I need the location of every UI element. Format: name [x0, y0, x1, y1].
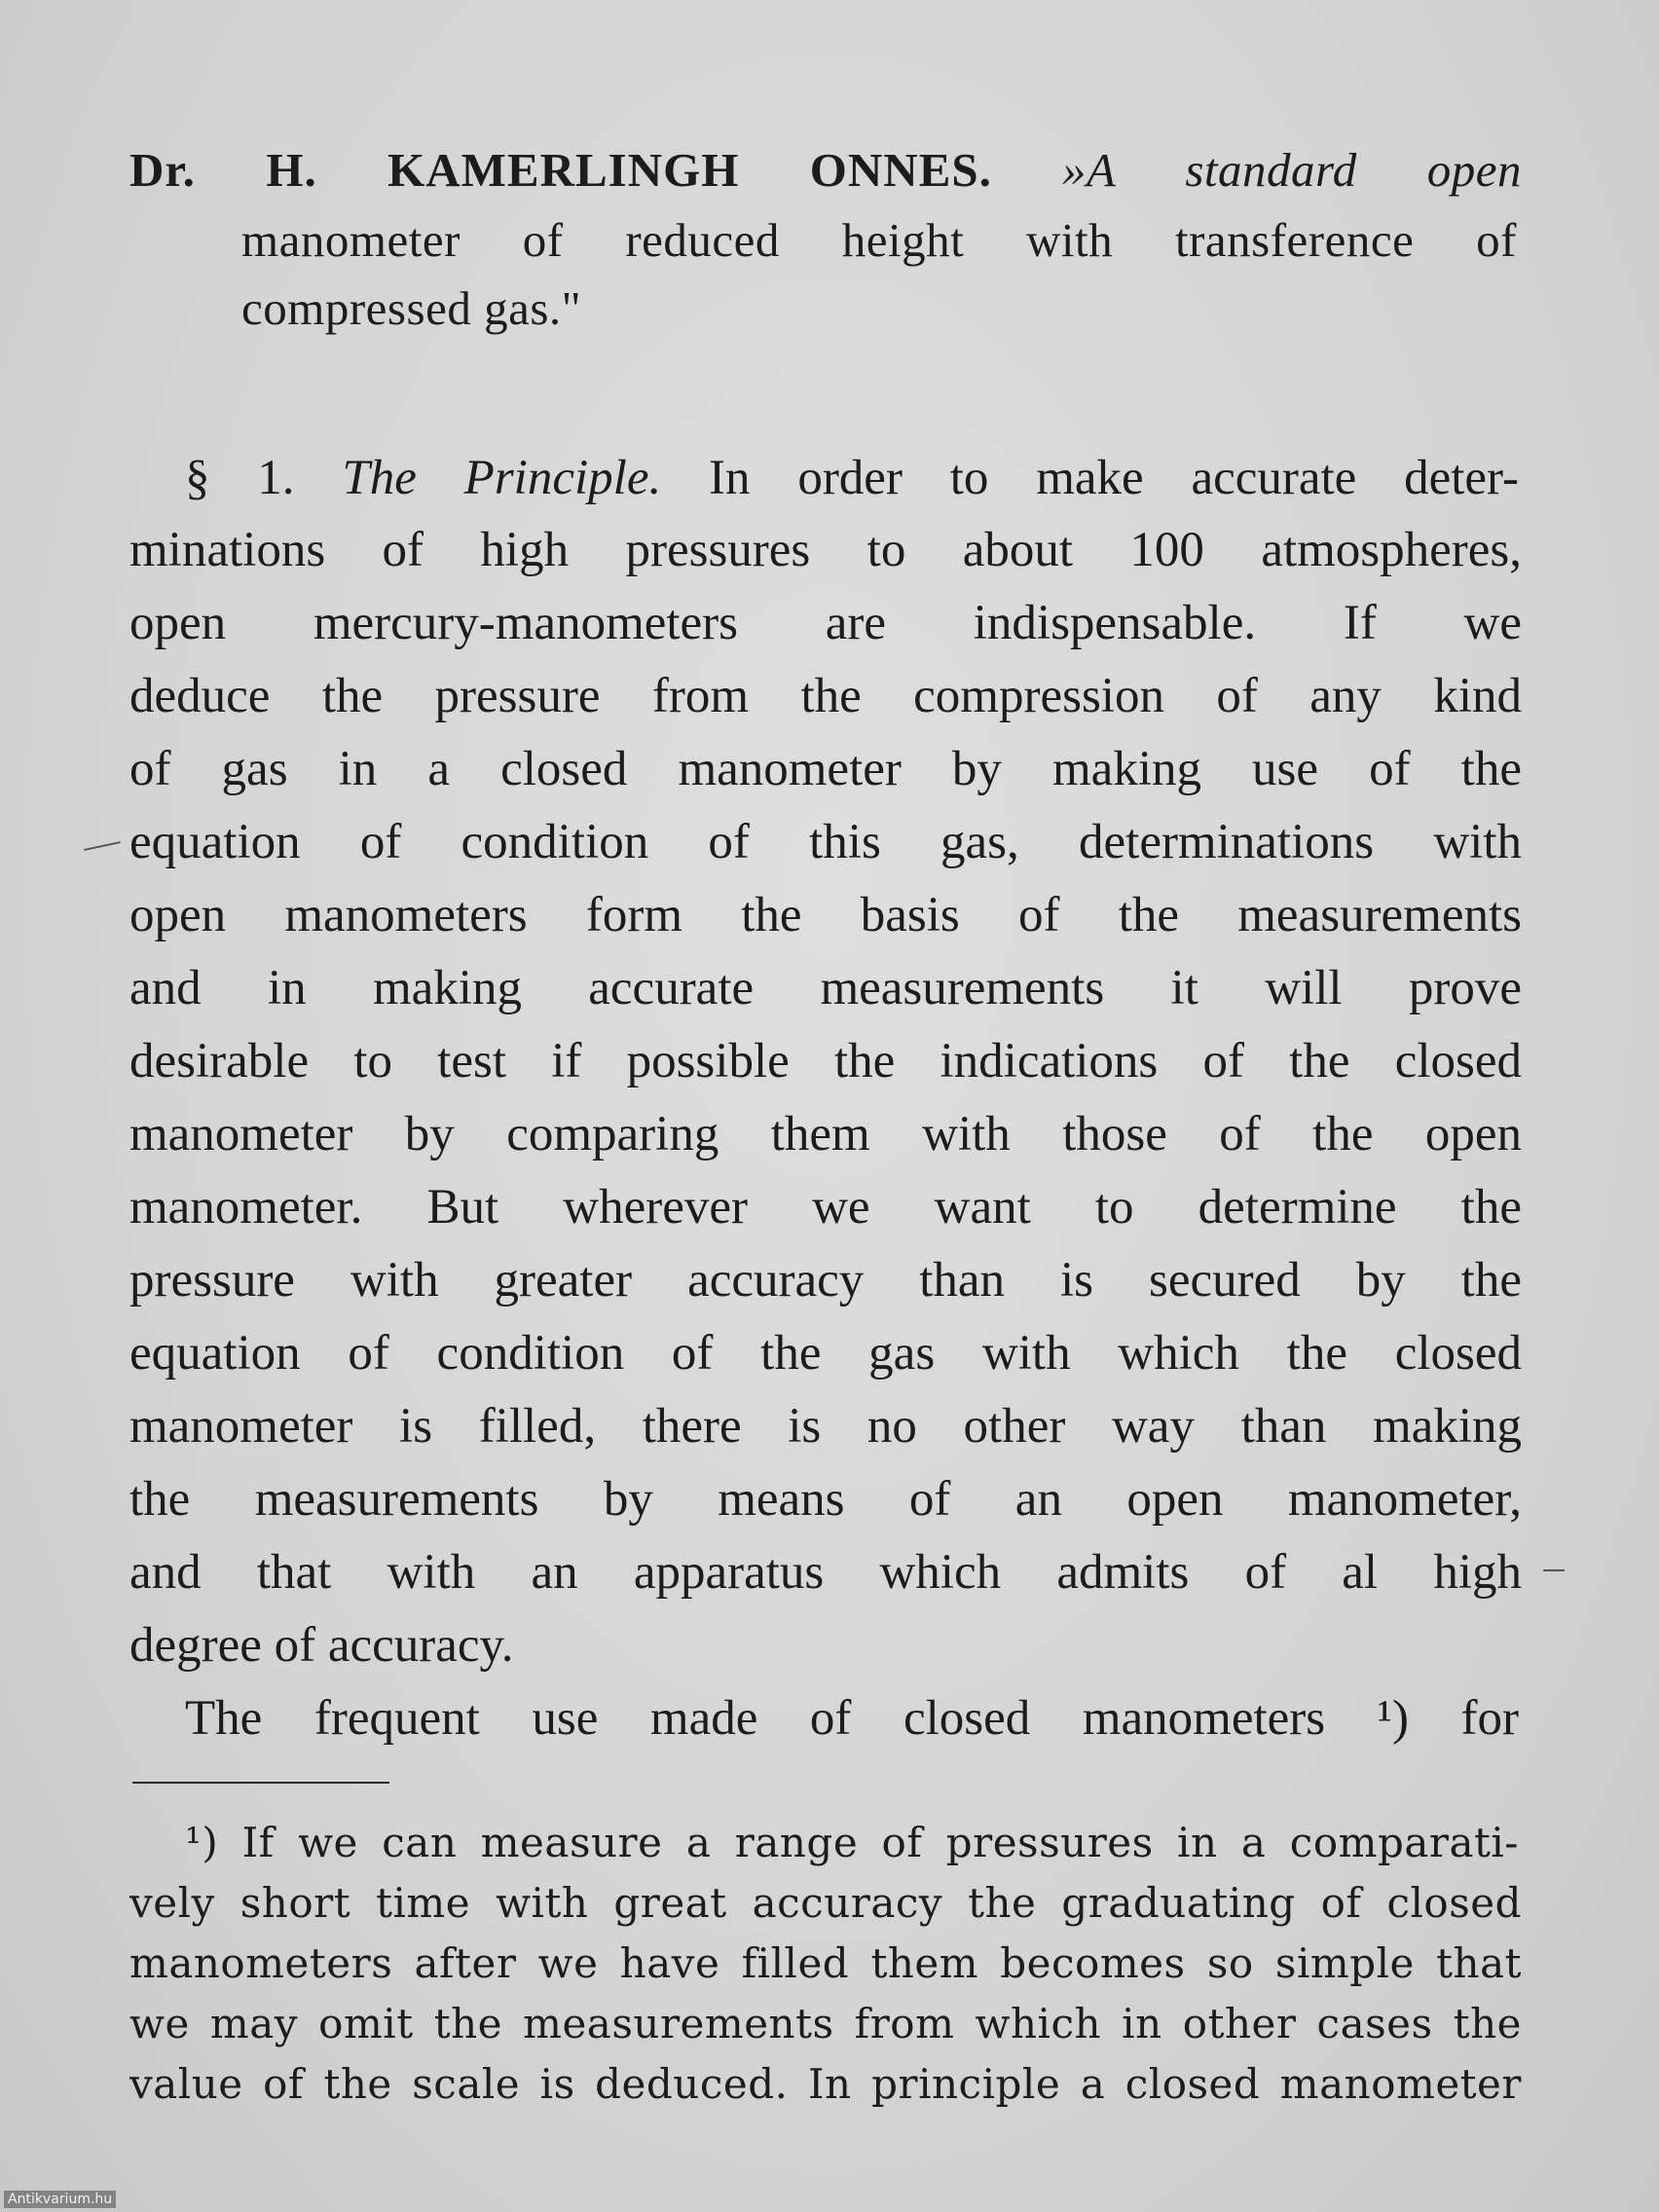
- watermark: Antikvarium.hu: [4, 2191, 116, 2208]
- body-line: and in making accurate measurements it will prove: [129, 961, 1522, 1015]
- body-line: degree of accuracy.: [129, 1618, 514, 1673]
- footnote-line: ¹) If we can measure a range of pressures in a comparati-: [185, 1819, 1519, 1866]
- body-line: open mercury-manometers are indispensable. If we: [129, 596, 1522, 650]
- body-line: pressure with greater accuracy than is secured by the: [129, 1253, 1522, 1308]
- body-line: manometer. But wherever we want to determine the: [129, 1180, 1522, 1235]
- section-number: § 1.: [185, 451, 295, 505]
- section-first-line-text: In order to make accurate deter-: [709, 451, 1520, 505]
- body-line: open manometers form the basis of the measurements: [129, 888, 1522, 942]
- footnote-line: value of the scale is deduced. In principle a closed manometer: [129, 2060, 1522, 2108]
- footnote-line: vely short time with great accuracy the graduating of closed: [129, 1879, 1522, 1927]
- body-line: equation of condition of the gas with which the closed: [129, 1326, 1522, 1381]
- body-line: desirable to test if possible the indications of the closed: [129, 1034, 1522, 1088]
- section-title: The Principle.: [342, 451, 662, 505]
- body-line: deduce the pressure from the compression of any kind: [129, 669, 1522, 723]
- heading-line-3: compressed gas.": [241, 281, 582, 335]
- footnote-line: manometers after we have filled them becomes so simple that: [129, 1939, 1522, 1987]
- body-line: minations of high pressures to about 100 atmospheres,: [129, 523, 1522, 577]
- margin-mark: [84, 841, 121, 851]
- title-part-1: »A standard open: [1061, 143, 1523, 197]
- margin-mark: [1543, 1569, 1565, 1571]
- heading-line-1: [129, 143, 1523, 197]
- body-line: manometer by comparing them with those of the open: [129, 1107, 1522, 1161]
- body-line: the measurements by means of an open manometer,: [129, 1472, 1522, 1527]
- body-line: manometer is filled, there is no other way than making: [129, 1399, 1522, 1454]
- body-line: equation of condition of this gas, determinations with: [129, 815, 1522, 869]
- next-paragraph-line: The frequent use made of closed manometers ¹) for: [185, 1691, 1519, 1746]
- body-line: of gas in a closed manometer by making use of the: [129, 742, 1522, 796]
- footnote-rule: [132, 1782, 389, 1784]
- author-name: Dr. H. KAMERLINGH ONNES.: [129, 143, 992, 197]
- heading-line-2: manometer of reduced height with transference of: [241, 213, 1517, 267]
- footnote-line: we may omit the measurements from which in other cases the: [129, 2000, 1522, 2047]
- body-line: and that with an apparatus which admits of al high: [129, 1545, 1522, 1600]
- section-first-line: [185, 451, 1520, 505]
